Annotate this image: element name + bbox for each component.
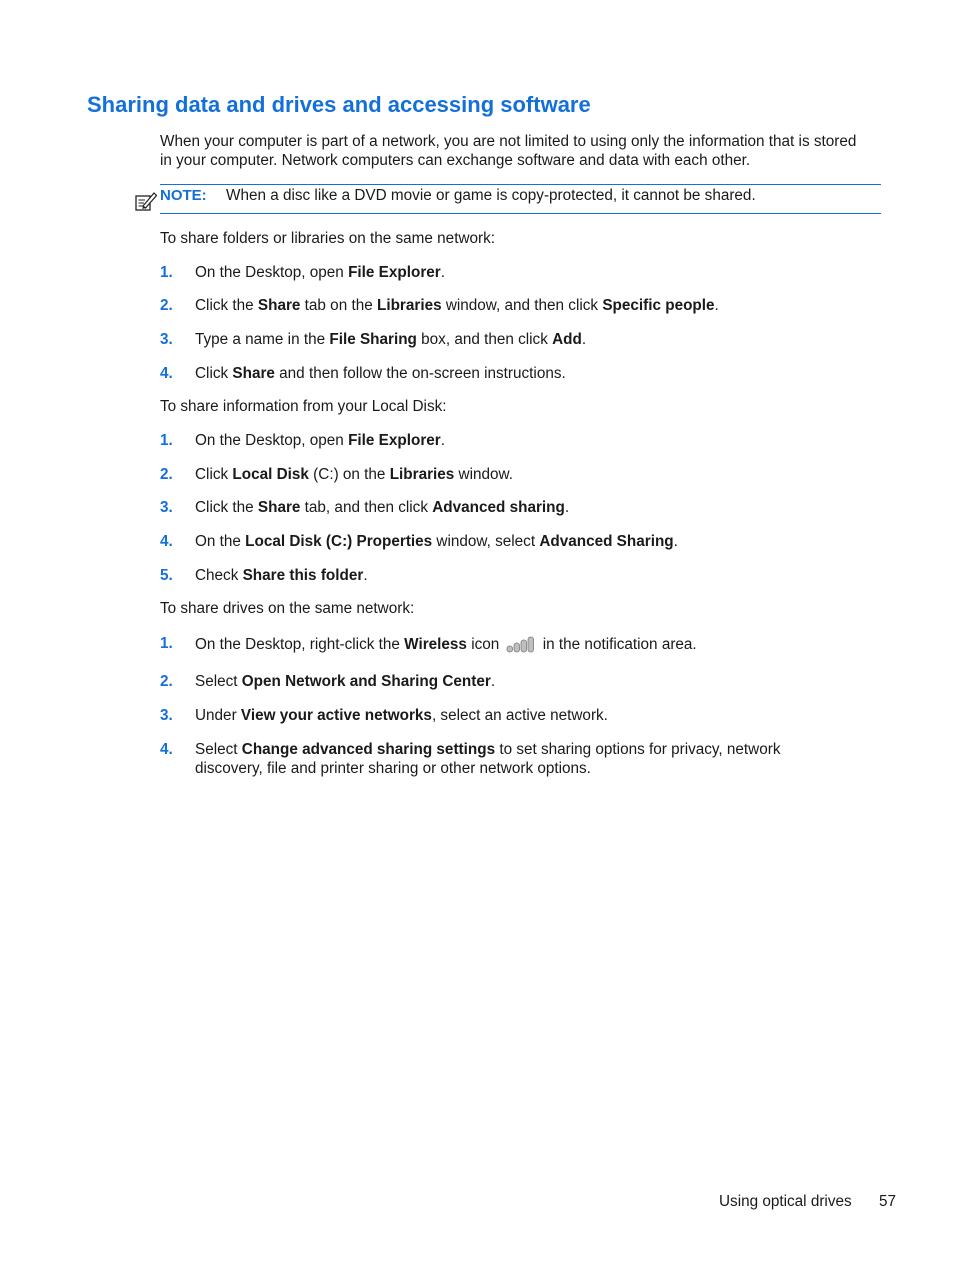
step-text — [195, 532, 845, 551]
step-text-run: Click the — [195, 499, 258, 516]
step-text-run: tab, and then click — [300, 499, 433, 516]
step-number: 1. — [160, 264, 173, 281]
step-text-run: On the Desktop, open — [195, 432, 349, 449]
step-text-run: box, and then click — [416, 331, 553, 348]
step-text-run: On the Desktop, open — [195, 264, 349, 281]
step-text-run: . — [673, 533, 678, 550]
footer-section-title: Using optical drives — [719, 1193, 852, 1210]
ui-term: File Explorer — [348, 264, 441, 281]
step-text-run: Under — [195, 707, 241, 724]
step-text-run: , select an active network. — [431, 707, 608, 724]
step-number: 2. — [160, 297, 173, 314]
step-number: 5. — [160, 567, 173, 584]
note-box — [160, 184, 881, 214]
note-label: NOTE: — [160, 187, 207, 204]
ui-term: Specific people — [602, 297, 715, 314]
step-text-run: . — [363, 567, 368, 584]
page-title: Sharing data and drives and accessing software — [87, 92, 591, 117]
step-text-run: . — [714, 297, 719, 314]
step-text-run: icon — [466, 636, 504, 653]
ui-term: File Sharing — [329, 331, 417, 348]
step-text-run: and then follow the on-screen instructions. — [274, 365, 566, 382]
step-text-run: window. — [454, 466, 513, 483]
step-text — [195, 296, 845, 315]
step-text-run: Check — [195, 567, 243, 584]
step-text-run: . — [490, 673, 496, 690]
section1-lead: To share folders or libraries on the same network: — [160, 230, 495, 247]
step-text — [195, 431, 845, 450]
step-text-run: Click the — [195, 297, 258, 314]
step-number: 3. — [160, 331, 173, 348]
step-number: 3. — [160, 499, 173, 516]
ui-term: Advanced sharing — [432, 499, 565, 516]
intro-paragraph: When your computer is part of a network, you are not limited to using only the information that is stored in your computer. Network computers can exchange software and data with each other. — [160, 133, 857, 169]
step-text — [195, 263, 845, 282]
section2-lead: To share information from your Local Disk: — [160, 398, 447, 415]
ui-term: Local Disk (C:) Properties — [245, 533, 433, 550]
step-text-run: . — [440, 264, 445, 281]
ui-term: Advanced Sharing — [539, 533, 674, 550]
step-text-run: . — [440, 432, 445, 449]
step-text-run: window, and then click — [441, 297, 603, 314]
step-text-run: (C:) on the — [308, 466, 390, 483]
step-text — [195, 740, 845, 778]
step-number: 4. — [160, 365, 173, 382]
step-text — [195, 498, 845, 517]
ui-term: File Explorer — [348, 432, 441, 449]
ui-term: Share this folder — [242, 567, 364, 584]
step-text-run: On the — [195, 533, 246, 550]
step-text-run: On the Desktop, right-click the — [195, 636, 405, 653]
step-number: 4. — [160, 533, 173, 550]
ui-term: Share — [232, 365, 275, 382]
step-text-run: Select — [195, 741, 242, 758]
ui-term: Libraries — [376, 297, 442, 314]
page-number: 57 — [879, 1193, 897, 1210]
note-text: When a disc like a DVD movie or game is copy-protected, it cannot be shared. — [226, 187, 756, 204]
step-number: 1. — [160, 432, 173, 449]
ui-term: View your active networks — [240, 707, 432, 724]
step-number: 3. — [160, 707, 173, 724]
step-text — [195, 566, 845, 585]
step-number: 4. — [160, 741, 173, 758]
ui-term: Local Disk — [232, 466, 309, 483]
ui-term: Open Network and Sharing Center — [241, 673, 491, 690]
step-text-run: Type a name in the — [195, 331, 330, 348]
step-text-run: tab on the — [300, 297, 377, 314]
step-text-run: in the notification area. — [538, 636, 697, 653]
step-number: 2. — [160, 673, 173, 690]
step-text-run: Click — [195, 466, 233, 483]
step-number: 1. — [160, 635, 173, 652]
step-text — [195, 706, 845, 725]
step-text-run: window, select — [432, 533, 540, 550]
ui-term: Share — [257, 499, 301, 516]
section3-lead: To share drives on the same network: — [160, 600, 415, 617]
step-text-run: . — [564, 499, 570, 516]
step-text — [195, 465, 845, 484]
note-pencil-icon — [134, 190, 158, 212]
step-text — [195, 634, 845, 654]
step-text — [195, 330, 845, 349]
ui-term: Share — [257, 297, 301, 314]
step-text-run: Click — [195, 365, 233, 382]
step-text-run: . — [581, 331, 587, 348]
step-text-run: to set sharing options for privacy, network discovery, file and printer sharing or other network options. — [195, 741, 781, 777]
step-text — [195, 672, 845, 691]
ui-term: Libraries — [389, 466, 455, 483]
ui-term: Change advanced sharing settings — [241, 741, 496, 758]
ui-term: Wireless — [404, 636, 467, 653]
step-number: 2. — [160, 466, 173, 483]
step-text-run: Select — [195, 673, 242, 690]
ui-term: Add — [552, 331, 582, 348]
step-text — [195, 364, 845, 383]
wireless-signal-icon — [506, 634, 536, 654]
